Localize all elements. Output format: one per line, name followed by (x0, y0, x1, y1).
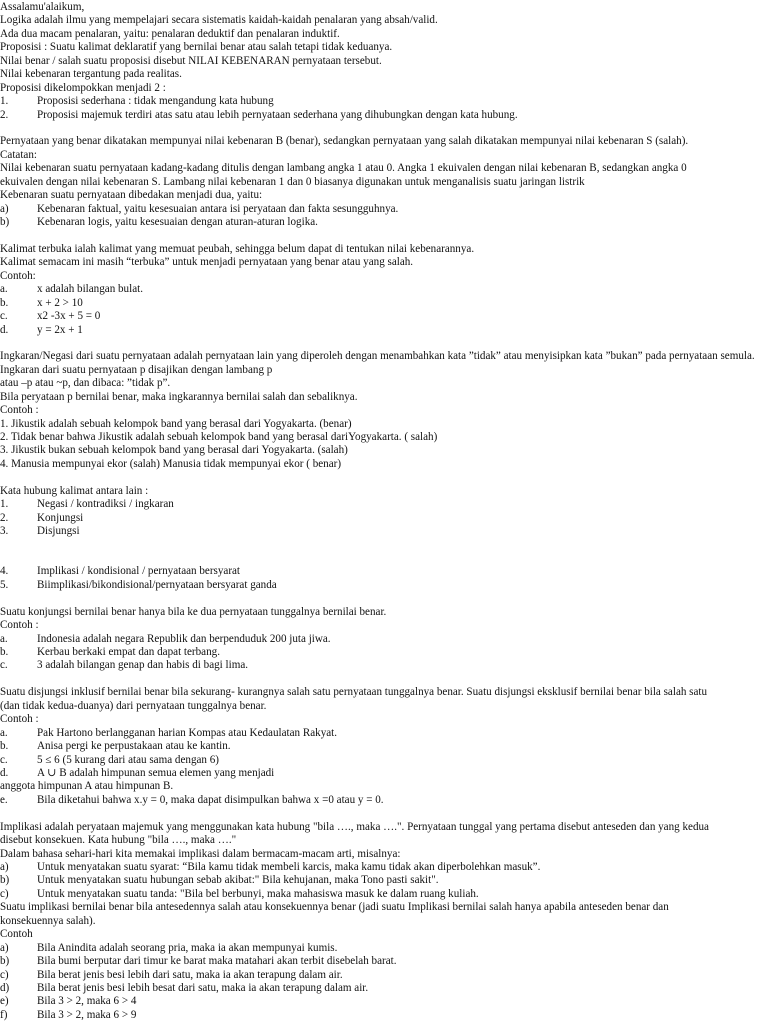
list-marker: d) (0, 981, 10, 994)
list-text: Biimplikasi/bikondisional/pernyataan bersyarat ganda (37, 578, 277, 591)
ingkaran-line-3: atau –p atau ~p, dan dibaca: ”tidak p”. (0, 377, 171, 390)
list-marker: d. (0, 766, 9, 779)
list-text: x + 2 > 10 (37, 296, 83, 309)
list-marker: c. (0, 753, 8, 766)
list-item (0, 310, 768, 323)
list-item (0, 874, 768, 887)
ingkaran-example-3: 3. Jikustik bukan sebuah kelompok band yang berasal dari Yogyakarta. (salah) (0, 444, 348, 457)
konjungsi-line-2: Contoh : (0, 619, 39, 632)
list-item (0, 203, 768, 216)
list-item (0, 498, 768, 511)
list-text: Bila berat jenis besi lebih besat dari satu, maka ia akan terapung dalam air. (37, 981, 369, 994)
intro-line-2: Ada dua macam penalaran, yaitu: penalaran deduktif dan penalaran induktif. (0, 27, 340, 40)
list-text: Bila diketahui bahwa x.y = 0, maka dapat disimpulkan bahwa x =0 atau y = 0. (37, 793, 384, 806)
kebenaran-line-4: ekuivalen dengan nilai kebenaran S. Lambang nilai kebenaran 1 dan 0 biasanya digunakan untuk menganalisis suatu jaringan listrik (0, 175, 585, 188)
kebenaran-line-1: Pernyataan yang benar dikatakan mempunyai nilai kebenaran B (benar), sedangkan pernyataan yang salah dikatakan mempunyai nilai kebenaran S (salah). (0, 135, 689, 148)
intro-line-1: Logika adalah ilmu yang mempelajari secara sistematis kaidah-kaidah penalaran yang absah/valid. (0, 14, 438, 27)
intro-line-5: Nilai kebenaran tergantung pada realitas. (0, 68, 182, 81)
list-text: y = 2x + 1 (37, 323, 83, 336)
disjungsi-line-1: Suatu disjungsi inklusif bernilai benar bila sekurang- kurangnya salah satu pernyataan tunggalnya benar. Suatu disjungsi eksklusif bernilai benar bila salah satu (0, 686, 708, 699)
list-item (0, 969, 768, 982)
konjungsi-line-1: Suatu konjungsi bernilai benar hanya bila ke dua pernyataan tunggalnya bernilai benar. (0, 605, 387, 618)
list-item (0, 1009, 768, 1022)
list-text: Anisa pergi ke perpustakaan atau ke kantin. (37, 740, 231, 753)
list-text: 3 adalah bilangan genap dan habis di bagi lima. (37, 659, 249, 672)
spacer (0, 539, 768, 566)
hubung-title: Kata hubung kalimat antara lain : (0, 484, 149, 497)
list-text: Pak Hartono berlangganan harian Kompas atau Kedaulatan Rakyat. (37, 726, 338, 739)
disjungsi-line-3: Contoh : (0, 713, 39, 726)
list-marker: a. (0, 726, 8, 739)
ingkaran-line-5: Contoh : (0, 404, 39, 417)
list-marker: b) (0, 955, 10, 968)
list-item (0, 659, 768, 672)
list-text: Implikasi / kondisional / pernyataan bersyarat (37, 565, 241, 578)
list-item (0, 646, 768, 659)
implikasi-line-4: Suatu implikasi bernilai benar bila antesedennya salah atau konsekuennya benar (jadi suatu Implikasi bernilai salah hanya apabila anteseden benar dan (0, 901, 669, 914)
list-text: Untuk menyatakan suatu syarat: “Bila kamu tidak membeli karcis, maka kamu tidak akan diperbolehkan masuk”. (37, 861, 541, 874)
list-marker: c. (0, 310, 8, 323)
list-item (0, 861, 768, 874)
list-marker: 3. (0, 525, 9, 538)
kebenaran-line-2: Catatan: (0, 148, 37, 161)
list-item (0, 565, 768, 578)
spacer (0, 122, 768, 135)
list-marker: b. (0, 646, 9, 659)
ingkaran-example-1: 1. Jikustik adalah sebuah kelompok band yang berasal dari Yogyakarta. (benar) (0, 417, 352, 430)
list-marker: 5. (0, 578, 9, 591)
list-item (0, 283, 768, 296)
list-item (0, 727, 768, 740)
list-item (0, 955, 768, 968)
list-text: Bila 3 > 2, maka 6 > 9 (37, 1008, 137, 1021)
list-item (0, 633, 768, 646)
terbuka-line-1: Kalimat terbuka ialah kalimat yang memuat peubah, sehingga belum dapat di tentukan nilai kebenarannya. (0, 242, 475, 255)
list-text: Proposisi sederhana : tidak mengandung kata hubung (37, 95, 274, 108)
list-marker: f) (0, 1008, 8, 1021)
list-item (0, 512, 768, 525)
kebenaran-line-5: Kebenaran suatu pernyataan dibedakan menjadi dua, yaitu: (0, 189, 263, 202)
list-marker: e) (0, 995, 9, 1008)
list-item (0, 216, 768, 229)
list-text: Bila berat jenis besi lebih dari satu, maka ia akan terapung dalam air. (37, 968, 343, 981)
implikasi-line-3: Dalam bahasa sehari-hari kita memakai implikasi dalam bermacam-macam arti, misalnya: (0, 847, 401, 860)
list-text: Kerbau berkaki empat dan dapat terbang. (37, 646, 220, 659)
list-marker: b. (0, 740, 9, 753)
list-item (0, 324, 768, 337)
list-item (0, 297, 768, 310)
list-item (0, 982, 768, 995)
list-text: Kebenaran faktual, yaitu kesesuaian antara isi peryataan dan fakta sesungguhnya. (37, 202, 399, 215)
list-text: Bila Anindita adalah seorang pria, maka ia akan mempunyai kumis. (37, 941, 338, 954)
list-item (0, 525, 768, 538)
list-marker: a. (0, 632, 8, 645)
implikasi-line-2: disebut konsekuen. Kata hubung "bila …., maka …." (0, 834, 237, 847)
terbuka-line-3: Contoh: (0, 269, 36, 282)
kebenaran-line-3: Nilai kebenaran suatu pernyataan kadang-kadang ditulis dengan lambang angka 1 atau 0. Angka 1 ekuivalen dengan nilai kebenaran B, sedangkan angka 0 (0, 162, 687, 175)
list-marker: 1. (0, 95, 9, 108)
list-text: x2 -3x + 5 = 0 (37, 310, 101, 323)
spacer (0, 471, 768, 484)
list-text: 5 ≤ 6 (5 kurang dari atau sama dengan 6) (37, 753, 219, 766)
list-item (0, 109, 768, 122)
list-marker: c) (0, 968, 9, 981)
list-text: A ∪ B adalah himpunan semua elemen yang menjadi (37, 766, 275, 779)
list-marker: a. (0, 283, 8, 296)
list-item (0, 740, 768, 753)
list-marker: b) (0, 874, 10, 887)
list-item (0, 888, 768, 901)
disjungsi-line-4: anggota himpunan A atau himpunan B. (0, 780, 174, 793)
list-text: Konjungsi (37, 511, 84, 524)
list-marker: b. (0, 296, 9, 309)
ingkaran-paragraph: Ingkaran/Negasi dari suatu pernyataan adalah pernyataan lain yang diperoleh dengan menambahkan kata ”tidak” atau menyisipkan kata ”bukan” pada pernyataan semula. (0, 350, 755, 363)
list-marker: 2. (0, 108, 9, 121)
list-text: Proposisi majemuk terdiri atas satu atau lebih pernyataan sederhana yang dihubungkan dengan kata hubung. (37, 108, 518, 121)
ingkaran-example-4: 4. Manusia mempunyai ekor (salah) Manusia tidak mempunyai ekor ( benar) (0, 457, 342, 470)
list-marker: c) (0, 887, 9, 900)
list-marker: 2. (0, 511, 9, 524)
list-item (0, 794, 768, 807)
list-text: Untuk menyatakan suatu tanda: "Bila bel berbunyi, maka mahasiswa masuk ke dalam ruang kuliah. (37, 887, 479, 900)
list-marker: a) (0, 941, 9, 954)
list-text: Kebenaran logis, yaitu kesesuaian dengan aturan-aturan logika. (37, 216, 318, 228)
intro-line-6: Proposisi dikelompokkan menjadi 2 : (0, 81, 166, 94)
implikasi-line-1: Implikasi adalah peryataan majemuk yang menggunakan kata hubung "bila …., maka ….". Pernyataan tunggal yang pertama disebut anteseden dan yang kedua (0, 820, 709, 833)
list-text: Bila 3 > 2, maka 6 > 4 (37, 995, 137, 1008)
implikasi-line-5: konsekuennya salah). (0, 914, 96, 927)
list-item (0, 995, 768, 1008)
greeting: Assalamu'alaikum, (0, 1, 85, 13)
list-marker: 1. (0, 498, 9, 511)
spacer (0, 337, 768, 350)
list-marker: 4. (0, 565, 9, 578)
list-marker: d. (0, 323, 9, 336)
list-text: x adalah bilangan bulat. (37, 283, 143, 296)
list-text: Negasi / kontradiksi / ingkaran (37, 498, 174, 511)
ingkaran-example-2: 2. Tidak benar bahwa Jikustik adalah sebuah kelompok band yang berasal dariYogyakarta. ( salah) (0, 431, 438, 444)
intro-line-4: Nilai benar / salah suatu proposisi disebut NILAI KEBENARAN pernyataan tersebut. (0, 54, 382, 67)
ingkaran-line-2: Ingkaran dari suatu pernyataan p disajikan dengan lambang p (0, 363, 273, 376)
list-text: Untuk menyatakan suatu hubungan sebab akibat:" Bila kehujanan, maka Tono pasti sakit". (37, 874, 439, 887)
implikasi-line-6: Contoh (0, 928, 33, 941)
spacer (0, 592, 768, 605)
disjungsi-line-2: (dan tidak kedua-duanya) dari pernyataan tunggalnya benar. (0, 699, 267, 712)
list-item (0, 95, 768, 108)
list-item (0, 942, 768, 955)
list-marker: b) (0, 216, 10, 228)
list-marker: a) (0, 861, 9, 874)
list-marker: c. (0, 659, 8, 672)
terbuka-line-2: Kalimat semacam ini masih “terbuka” untuk menjadi pernyataan yang benar atau yang salah. (0, 256, 414, 269)
list-text: Indonesia adalah negara Republik dan berpenduduk 200 juta jiwa. (37, 632, 331, 645)
intro-line-3: Proposisi : Suatu kalimat deklaratif yang bernilai benar atau salah tetapi tidak keduanya. (0, 41, 393, 54)
list-text: Bila bumi berputar dari timur ke barat maka matahari akan terbit disebelah barat. (37, 955, 397, 968)
list-item (0, 579, 768, 592)
list-marker: e. (0, 793, 8, 806)
list-item (0, 767, 768, 780)
ingkaran-line-4: Bila peryataan p bernilai benar, maka ingkarannya bernilai salah dan sebaliknya. (0, 390, 358, 403)
spacer (0, 673, 768, 686)
list-item (0, 754, 768, 767)
list-text: Disjungsi (37, 525, 80, 538)
spacer (0, 229, 768, 242)
spacer (0, 807, 768, 820)
list-marker: a) (0, 202, 9, 215)
